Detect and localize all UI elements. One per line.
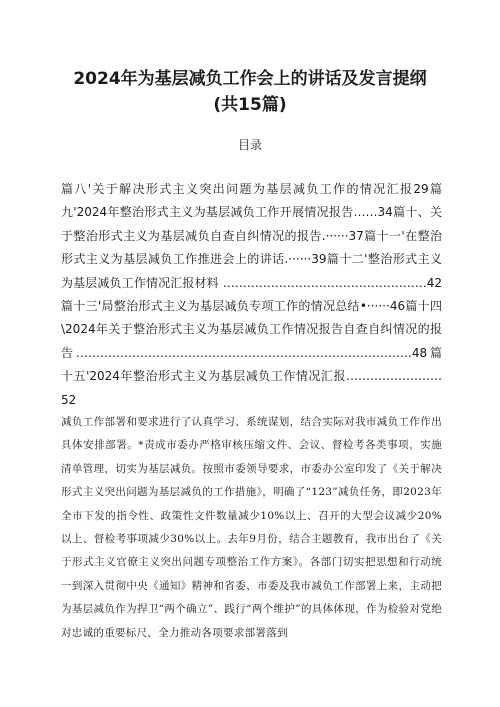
document-title-line1: 2024年为基层减负工作会上的讲话及发言提纲 <box>73 69 427 89</box>
toc-heading: 目录 <box>237 138 262 152</box>
document-title-line2: (共15篇) <box>213 95 287 115</box>
table-of-contents: 篇八'关于解决形式主义突出问题为基层减负工作的情况汇报29篇九'2024年整治形式主义为基层减负工作开展情况报告……34篇十、关于整治形式主义为基层减负自查自纠情况的报告.······37篇十一'在整治形式主义为基层减负工作推进会上的讲话.······39篇十二'整治形式主义为基层减负工作情况汇报材料 ……………………………………………42篇十三'局整治形式主义为基层减负专项工作的情况总结•······46篇十四\2024年关于整治形式主义为基层减负工作情况报告自查自纠情况的报告…………………………………………………………………………48篇十五'2024年整治形式主义为基层减负工作情况汇报……………………52 <box>61 182 442 407</box>
body-paragraph: 减负工作部署和要求进行了认真学习、系统谋划，结合实际对我市减负工作作出具体安排部署。*责成市委办严格审核压缩文件、会议、督检考各类事项，实施清单管理，切实为基层减负。按照市委领导要求，市委办公室印发了《关于解决形式主义突出问题为基层减负的工作措施》，明确了“123”减负任务，即2023年全市下发的指令性、政策性文件数量减少10%以上、召开的大型会议减少20%以上、督检考事项减少30%以上。去年9月份，结合主题教育，我市出台了《关于形式主义官僚主义突出问题专项整治工作方案》。各部门切实把思想和行动统一到深入贯彻中央《通知》精神和省委、市委及我市减负工作部署上来，主动把为基层减负作为捍卫“两个确立”、践行“两个维护”的具体体现，作为检验对党绝对忠诚的重要标尺，全力推动各项要求部署落到 <box>61 416 442 639</box>
document-title <box>40 66 460 118</box>
